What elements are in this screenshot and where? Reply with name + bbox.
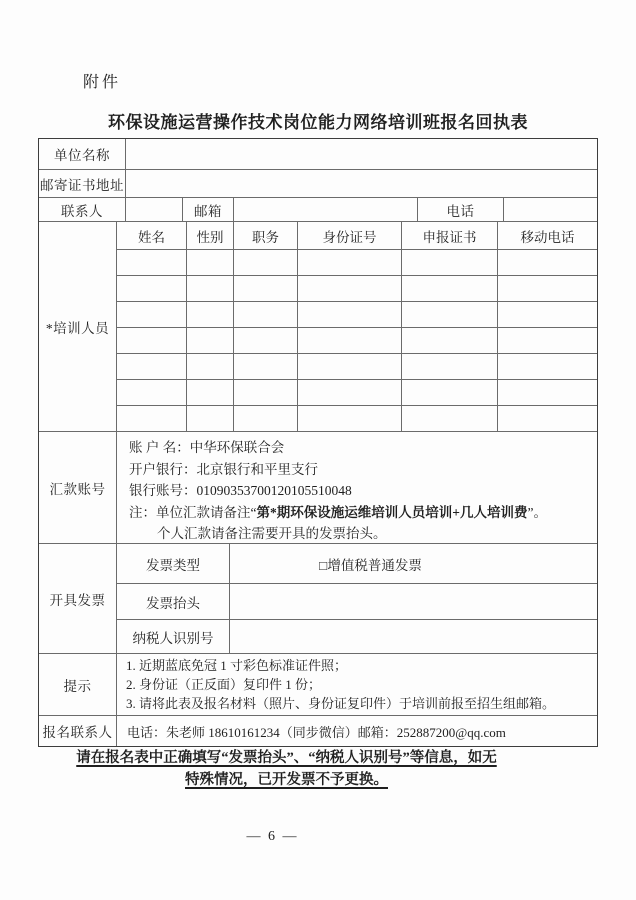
invoice-title-label: 发票抬头 [117, 584, 230, 619]
tip-item-3: 3. 请将此表及报名材料（照片、身份证复印件）于培训前报至招生组邮箱。 [126, 696, 556, 711]
invoice-section [39, 543, 597, 653]
row-unit-name [39, 139, 597, 169]
col-name: 姓名 [117, 222, 187, 249]
empty-cell [298, 354, 402, 379]
invoice-title-row [117, 583, 597, 619]
remittance-details [117, 432, 597, 543]
empty-cell [187, 302, 234, 327]
empty-cell [498, 250, 597, 275]
attachment-label: 附件 [83, 74, 122, 91]
invoice-label: 开具发票 [39, 544, 117, 653]
empty-cell [234, 328, 298, 353]
col-mobile: 移动电话 [520, 229, 575, 245]
empty-cell [117, 406, 187, 431]
invoice-title-field [230, 584, 597, 619]
empty-cell [187, 354, 234, 379]
contact-field [126, 198, 183, 221]
note-bold-text: 第*期环保设施运维培训人员培训+几人培训费 [256, 504, 528, 520]
remit-note-line [129, 502, 589, 524]
empty-cell [187, 276, 234, 301]
empty-cell [402, 276, 498, 301]
row-contact [39, 197, 597, 221]
row-mail-address [39, 169, 597, 197]
trainees-header-row [117, 222, 597, 249]
empty-cell [402, 406, 498, 431]
phone-field [504, 198, 597, 221]
trainee-empty-row [117, 301, 597, 327]
bank-line: 开户银行：北京银行和平里支行 [129, 461, 318, 477]
empty-cell [234, 250, 298, 275]
unit-name-label: 单位名称 [39, 139, 126, 169]
empty-cell [187, 250, 234, 275]
email-field [234, 198, 418, 221]
invoice-type-value [230, 544, 597, 583]
empty-cell [498, 406, 597, 431]
remittance-label: 汇款账号 [39, 432, 117, 543]
trainee-empty-row [117, 353, 597, 379]
empty-cell [117, 276, 187, 301]
footer-note-line2: 特殊情况，已开发票不予更换。 [185, 772, 388, 788]
trainee-empty-row [117, 275, 597, 301]
registration-contact-label: 报名联系人 [39, 716, 117, 746]
empty-cell [117, 302, 187, 327]
empty-cell [234, 354, 298, 379]
taxpayer-id-label: 纳税人识别号 [117, 620, 230, 653]
footer-note-line1: 请在报名表中正确填写“发票抬头”、“纳税人识别号”等信息，如无 [76, 750, 497, 766]
empty-cell [234, 380, 298, 405]
empty-cell [402, 302, 498, 327]
empty-cell [298, 328, 402, 353]
tips-list [117, 654, 597, 715]
empty-cell [234, 276, 298, 301]
empty-cell [402, 354, 498, 379]
taxpayer-id-field [230, 620, 597, 653]
empty-cell [402, 250, 498, 275]
vat-invoice-checkbox-option: □增值税普通发票 [319, 557, 422, 573]
empty-cell [117, 328, 187, 353]
registration-contact-row [39, 715, 597, 746]
empty-cell [117, 380, 187, 405]
mail-address-field [126, 170, 597, 197]
note-suffix: ”。 [527, 504, 547, 520]
account-number-line: 银行账号：01090353700120105510048 [129, 483, 352, 498]
empty-cell [234, 302, 298, 327]
email-label: 邮箱 [183, 198, 234, 221]
tip-item-2: 2. 身份证（正反面）复印件 1 份； [126, 677, 322, 692]
unit-name-field [126, 139, 597, 169]
empty-cell [117, 354, 187, 379]
empty-cell [187, 380, 234, 405]
trainees-grid [117, 222, 597, 431]
phone-label: 电话 [418, 198, 504, 221]
account-name-line: 账 户 名：中华环保联合会 [129, 440, 285, 455]
empty-cell [117, 250, 187, 275]
taxpayer-id-row [117, 619, 597, 653]
mail-address-label: 邮寄证书地址 [39, 170, 126, 197]
empty-cell [498, 380, 597, 405]
contact-label: 联系人 [39, 198, 126, 221]
note-prefix: 注：单位汇款请备注“ [129, 504, 257, 520]
empty-cell [498, 354, 597, 379]
empty-cell [298, 406, 402, 431]
col-position: 职务 [234, 222, 298, 249]
tips-label: 提示 [39, 654, 117, 715]
tips-section [39, 653, 597, 715]
empty-cell [498, 302, 597, 327]
remittance-section [39, 431, 597, 543]
empty-cell [498, 276, 597, 301]
trainee-empty-row [117, 379, 597, 405]
empty-cell [298, 302, 402, 327]
page-number: — 6 — [246, 829, 299, 844]
page-title: 环保设施运营操作技术岗位能力网络培训班报名回执表 [108, 113, 528, 132]
trainee-empty-row [117, 327, 597, 353]
invoice-type-label: 发票类型 [117, 544, 230, 583]
tip-item-1: 1. 近期蓝底免冠 1 寸彩色标准证件照； [126, 658, 348, 673]
registration-contact-value: 电话：朱老师 18610161234（同步微信）邮箱：252887200@qq.com [127, 724, 506, 740]
invoice-type-row [117, 544, 597, 583]
trainee-empty-row [117, 405, 597, 431]
empty-cell [187, 406, 234, 431]
col-certificate: 申报证书 [402, 222, 498, 249]
registration-form-table [38, 138, 598, 747]
footer-note [24, 747, 549, 791]
empty-cell [234, 406, 298, 431]
empty-cell [402, 380, 498, 405]
trainees-label: *培训人员 [39, 222, 117, 431]
empty-cell [498, 328, 597, 353]
empty-cell [298, 380, 402, 405]
empty-cell [298, 276, 402, 301]
invoice-grid [117, 544, 597, 653]
empty-cell [187, 328, 234, 353]
col-gender: 性别 [187, 222, 234, 249]
remit-note-line2: 个人汇款请备注需要开具的发票抬头。 [157, 526, 387, 541]
trainee-empty-row [117, 249, 597, 275]
empty-cell [298, 250, 402, 275]
col-id-number: 身份证号 [298, 222, 402, 249]
trainees-section [39, 221, 597, 431]
empty-cell [402, 328, 498, 353]
